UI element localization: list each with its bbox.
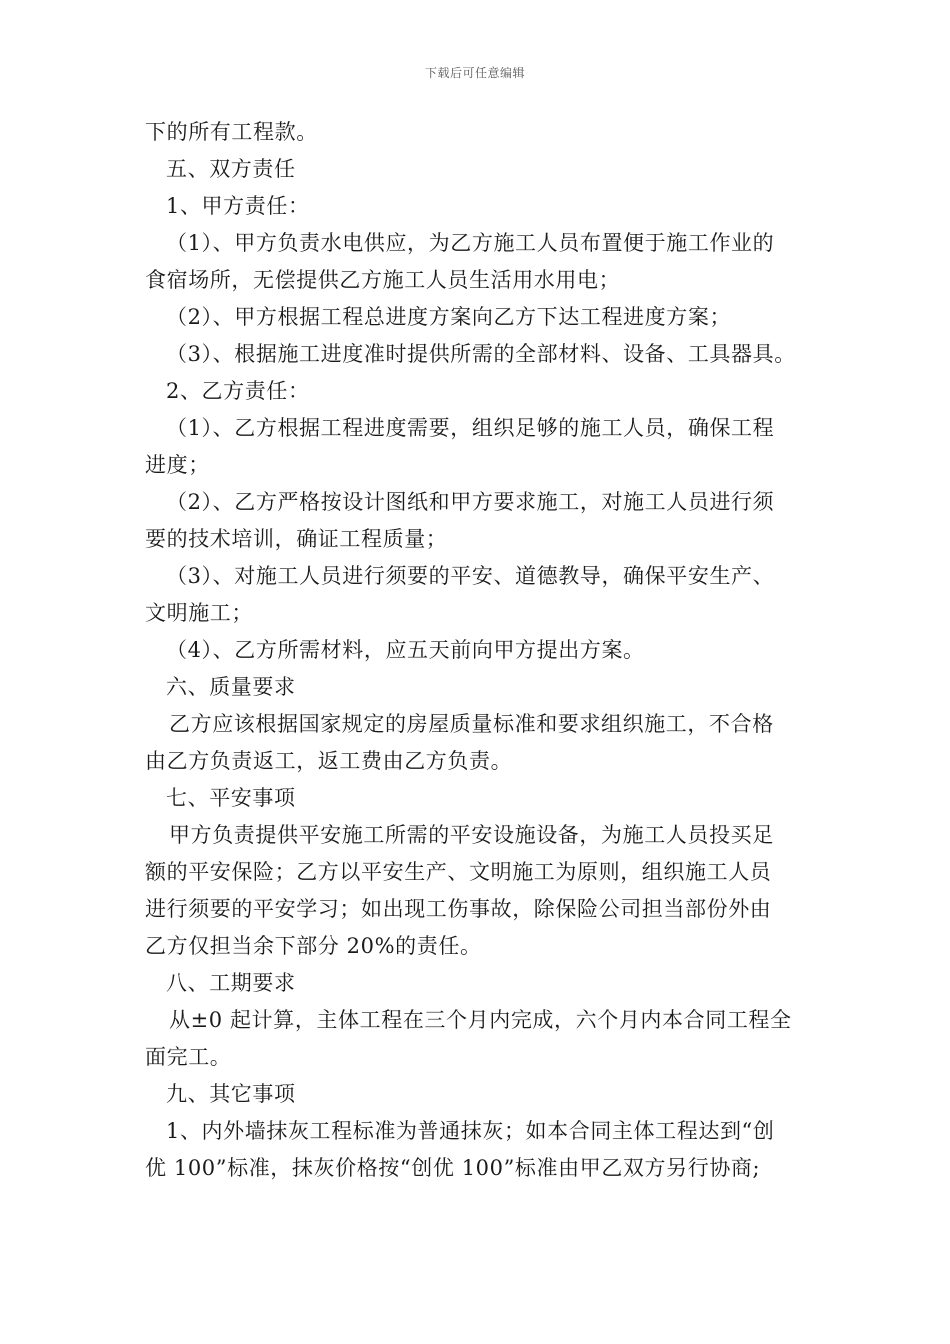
paragraph-line: 从±0 起计算，主体工程在三个月内完成，六个月内本合同工程全 [169,1008,792,1032]
paragraph-line: 1、内外墙抹灰工程标准为普通抹灰；如本合同主体工程达到“创 [166,1119,775,1143]
paragraph-line: （3）、对施工人员进行须要的平安、道德教导，确保平安生产、 [166,564,775,588]
paragraph-line: 文明施工； [145,601,253,625]
paragraph-line: 食宿场所，无偿提供乙方施工人员生活用水用电； [145,268,621,292]
paragraph-line: 额的平安保险；乙方以平安生产、文明施工为原则，组织施工人员 [145,860,772,884]
page-header: 下载后可任意编辑 [424,66,525,80]
paragraph-line: 面完工。 [145,1045,232,1069]
paragraph-line: 进度； [145,453,210,477]
section-heading-7: 七、平安事项 [166,786,296,810]
paragraph-line: 进行须要的平安学习；如出现工伤事故，除保险公司担当部份外由 [145,897,772,921]
paragraph-line: 甲方负责提供平安施工所需的平安设施设备，为施工人员投买足 [169,823,774,847]
paragraph-line: （3）、根据施工进度准时提供所需的全部材料、设备、工具器具。 [166,342,796,366]
paragraph-line: （2）、甲方根据工程总进度方案向乙方下达工程进度方案； [166,305,732,329]
paragraph-line: （1）、乙方根据工程进度需要，组织足够的施工人员，确保工程 [166,416,775,440]
section-heading-5: 五、双方责任 [166,157,296,181]
subsection-heading-party-a: 1、甲方责任： [166,194,310,218]
section-heading-6: 六、质量要求 [166,675,296,699]
document-body [145,114,815,1187]
paragraph-line: 乙方应该根据国家规定的房屋质量标准和要求组织施工，不合格 [169,712,774,736]
paragraph-line: 要的技术培训，确证工程质量； [145,527,448,551]
paragraph-line: 乙方仅担当余下部分 20%的责任。 [145,934,482,958]
paragraph-line: 由乙方负责返工，返工费由乙方负责。 [145,749,513,773]
paragraph-line: 下的所有工程款。 [145,120,318,144]
paragraph-line: （2）、乙方严格按设计图纸和甲方要求施工，对施工人员进行须 [166,490,775,514]
section-heading-8: 八、工期要求 [166,971,296,995]
paragraph-line: （4）、乙方所需材料，应五天前向甲方提出方案。 [166,638,645,662]
subsection-heading-party-b: 2、乙方责任： [166,379,310,403]
paragraph-line: （1）、甲方负责水电供应，为乙方施工人员布置便于施工作业的 [166,231,775,255]
paragraph-line: 优 100”标准，抹灰价格按“创优 100”标准由甲乙双方另行协商; [145,1156,761,1180]
section-heading-9: 九、其它事项 [166,1082,296,1106]
